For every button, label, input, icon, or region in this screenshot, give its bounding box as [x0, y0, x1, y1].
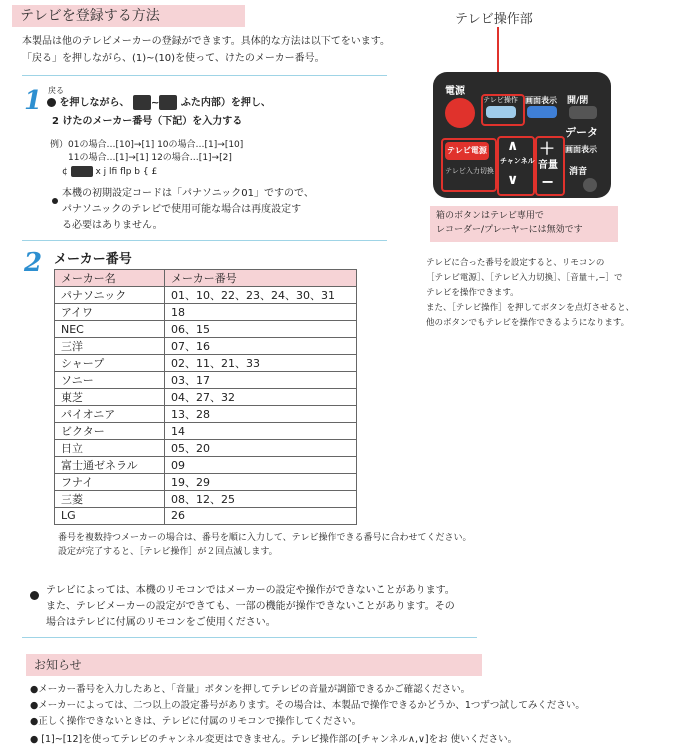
- intro-line-2: 「戻る」を押しながら、(1)~(10)を使って、けたのメーカー番号。: [22, 53, 325, 64]
- note-line-1: 本機の初期設定コードは「パナソニック01」ですので、: [62, 188, 314, 199]
- screen-button-icon: [527, 106, 557, 118]
- table-row: [55, 491, 357, 508]
- step-2-number: 2: [24, 248, 43, 278]
- key-1-icon: [133, 95, 151, 110]
- step-1-number: 1: [24, 86, 43, 116]
- maker-name: アイワ: [55, 304, 165, 321]
- tv-op-button-icon: [486, 106, 516, 118]
- tv-input-label: テレビ入力切換: [445, 167, 494, 175]
- maker-code: 01、10、22、23、24、30、31: [165, 287, 357, 304]
- bullet-line-1: テレビによっては、本機のリモコンではメーカーの設定や操作ができないことがあります。: [46, 585, 455, 596]
- maker-code: 03、17: [165, 372, 357, 389]
- mute-label: 消音: [569, 167, 588, 177]
- table-row: [55, 304, 357, 321]
- volume-label: 音量: [538, 160, 558, 171]
- note-line-2: パナソニックのテレビで使用可能な場合は再度設定す: [62, 204, 302, 215]
- after-table-line-2: 設定が完了すると、［テレビ操作］が２回点滅します。: [58, 547, 278, 557]
- table-row: [55, 423, 357, 440]
- maker-name: NEC: [55, 321, 165, 338]
- maker-name: フナイ: [55, 474, 165, 491]
- maker-name: 三洋: [55, 338, 165, 355]
- step-1-return-label: 戻る: [48, 86, 64, 95]
- notice-item: ●メーカーによっては、二つ以上の設定番号があります。その場合は、本製品で操作できるかどうか、1つずつ試してみください。: [30, 700, 585, 711]
- right-note-2: ［テレビ電源］、［テレビ入力切換］、［音量＋,−］で: [426, 273, 623, 283]
- step-1-instruction: [47, 95, 271, 111]
- step-1-text-a: を押しながら、: [59, 97, 130, 109]
- maker-name: 東芝: [55, 389, 165, 406]
- maker-name: 富士通ゼネラル: [55, 457, 165, 474]
- maker-code: 09: [165, 457, 357, 474]
- remote-caption: [430, 206, 618, 242]
- table-row: [55, 372, 357, 389]
- maker-name: パナソニック: [55, 287, 165, 304]
- notice-title: お知らせ: [34, 658, 82, 672]
- table-header-row: [55, 270, 357, 287]
- divider: [22, 637, 477, 638]
- maker-code: 14: [165, 423, 357, 440]
- intro-line-1: 本製品は他のテレビメーカーの登録ができます。具体的な方法は以下てをいます。: [22, 36, 390, 47]
- return-button-icon: [47, 98, 56, 107]
- right-note-3: テレビを操作できます。: [426, 288, 519, 298]
- maker-name: ソニー: [55, 372, 165, 389]
- maker-code: 06、15: [165, 321, 357, 338]
- notice-header: [26, 654, 482, 676]
- eject-button-icon: [569, 106, 597, 119]
- right-note-4: また、［テレビ操作］を押してボタンを点灯させると、: [426, 303, 635, 313]
- table-row: [55, 355, 357, 372]
- header-code: メーカー番号: [165, 270, 357, 287]
- power-label: 電源: [445, 86, 465, 97]
- remote-control-image: [433, 72, 611, 198]
- maker-code: 19、29: [165, 474, 357, 491]
- section-title: テレビを登録する方法: [20, 8, 160, 24]
- after-table-line-1: 番号を複数持つメーカーの場合は、番号を順に入力して、テレビ操作できる番号に合わせてください。: [58, 533, 472, 543]
- channel-down-icon: ∨: [507, 172, 519, 188]
- table-row: [55, 406, 357, 423]
- example-2: 11の場合…[1]→[1] 12の場合…[1]→[2]: [68, 153, 232, 163]
- maker-code: 07、16: [165, 338, 357, 355]
- maker-code: 08、12、25: [165, 491, 357, 508]
- maker-name: ビクター: [55, 423, 165, 440]
- example-1: 例）01の場合…[10]→[1] 10の場合…[1]→[10]: [50, 140, 244, 150]
- bullet-icon: [30, 585, 39, 604]
- example-3-a: ¢: [62, 167, 68, 177]
- table-row: [55, 440, 357, 457]
- table-row: [55, 474, 357, 491]
- bullet-line-3: 場合はテレビに付属のリモコンをご使用ください。: [46, 617, 276, 628]
- maker-code: 05、20: [165, 440, 357, 457]
- table-row: [55, 321, 357, 338]
- right-note-1: テレビに合った番号を設定すると、リモコンの: [426, 258, 605, 268]
- table-row: [55, 389, 357, 406]
- maker-name: パイオニア: [55, 406, 165, 423]
- remote-section-label: テレビ操作部: [455, 12, 533, 27]
- tilde: ~: [150, 97, 160, 109]
- example-3-b: x j lfi flp b { £: [95, 167, 158, 177]
- table-row: [55, 287, 357, 304]
- divider: [22, 75, 387, 76]
- notice-item: ●正しく操作できないときは、テレビに付属のリモコンで操作してください。: [30, 716, 362, 727]
- screen2-label: 画面表示: [565, 145, 597, 154]
- key-10-icon: [159, 95, 177, 110]
- notice-item: ●メーカー番号を入力したあと、「音量」ボタンを押してテレビの音量が調節できるかご確認ください。: [30, 684, 471, 695]
- maker-code: 18: [165, 304, 357, 321]
- bullet-line-2: また、テレビメーカーの設定ができても、一部の機能が操作できないことがあります。その: [46, 601, 455, 612]
- openclose-label: 開/閉: [567, 96, 589, 106]
- tv-power-label: テレビ電源: [447, 146, 487, 155]
- header-maker: メーカー名: [55, 270, 165, 287]
- step-1-line-2: 2 けたのメーカー番号（下記）を入力する: [52, 116, 243, 127]
- maker-code: 04、27、32: [165, 389, 357, 406]
- maker-name: LG: [55, 508, 165, 525]
- step-2-title: メーカー番号: [54, 252, 132, 267]
- table-row: [55, 457, 357, 474]
- divider: [22, 240, 387, 241]
- key-10-small-icon: [71, 166, 93, 177]
- maker-table: [54, 269, 357, 525]
- mute-button-icon: [583, 178, 597, 192]
- section-header: [12, 5, 245, 27]
- example-3: [62, 166, 157, 179]
- table-row: [55, 338, 357, 355]
- maker-name: シャープ: [55, 355, 165, 372]
- maker-name: 三菱: [55, 491, 165, 508]
- data-label: データ: [565, 126, 598, 139]
- maker-name: 日立: [55, 440, 165, 457]
- step-1-text-b: ふた内部）を押し、: [180, 97, 271, 109]
- volume-plus-icon: ＋: [539, 139, 556, 158]
- table-row: [55, 508, 357, 525]
- note-line-3: る必要はありません。: [62, 220, 163, 231]
- volume-minus-icon: −: [541, 172, 555, 191]
- notice-item: ● [1]~[12]を使ってテレビのチャンネル変更はできません。テレビ操作部の[チャンネル∧,∨]をお 使いください。: [30, 734, 518, 745]
- note-bullet-icon: [52, 190, 58, 209]
- power-button-icon: [445, 98, 475, 128]
- caption-line-2: レコーダー/プレーヤーには無効です: [436, 225, 583, 235]
- screen-label: 画面表示: [525, 96, 557, 105]
- channel-up-icon: ∧: [507, 138, 519, 154]
- maker-code: 02、11、21、33: [165, 355, 357, 372]
- right-note-5: 他のボタンでもテレビを操作できるようになります。: [426, 318, 630, 328]
- tv-op-label: テレビ操作: [483, 96, 518, 104]
- caption-line-1: 箱のボタンはテレビ専用で: [436, 211, 544, 221]
- channel-label: チャンネル: [500, 157, 535, 165]
- maker-code: 26: [165, 508, 357, 525]
- maker-code: 13、28: [165, 406, 357, 423]
